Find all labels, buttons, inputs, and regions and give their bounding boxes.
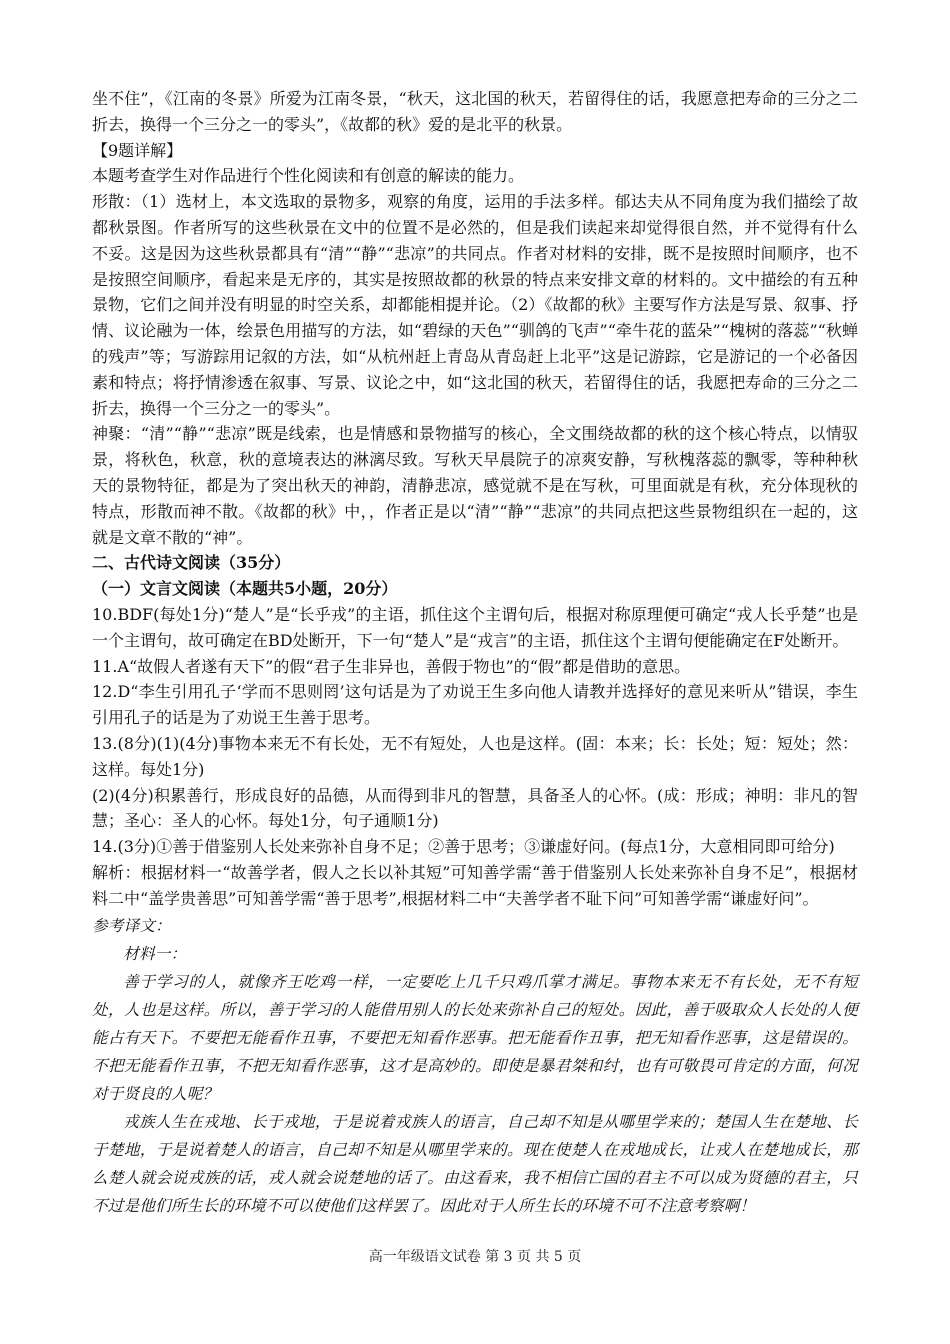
translation-paragraph-2: 戎族人生在戎地、长于戎地，于是说着戎族人的语言，自己却不知是从哪里学来的；楚国人生在楚地、长于楚地，于是说着楚人的语言，自己却不知是从哪里学来的。现在使楚人在戎地成长，让戎人在楚地成长，那么楚人就会说戎族的话，戎人就会说楚地的话了。由这看来，我不相信亡国的君主不可以成为贤德的君主，只不过是他们所生长的环境不可以使他们这样罢了。因此对于人所生长的环境不可不注意考察啊！ (92, 1112, 858, 1215)
translation-paragraph-1: 善于学习的人，就像齐王吃鸡一样，一定要吃上几千只鸡爪掌才满足。事物本来无不有长处，无不有短处，人也是这样。所以，善于学习的人能借用别人的长处来弥补自己的短处。因此，善于吸取众人长处的人便能占有天下。不要把无能看作丑事，不要把无知看作恶事。把无能看作丑事，把无知看作恶事，这是错误的。不把无能看作丑事，不把无知看作恶事，这才是高妙的。即使是暴君桀和纣，也有可敬畏可肯定的方面，何况对于贤良的人呢？ (92, 972, 858, 1103)
question-9-heading: 【9题详解】 (92, 140, 183, 160)
answer-12: 12.D“李生引用孔子‘学而不思则罔’这句话是为了劝说王生多向他人请教并选择好的意见来听从”错误，李生引用孔子的话是为了劝说王生善于思考。 (92, 682, 858, 728)
question-9-form-scattered: 形散：（1）选材上，本文选取的景物多，观察的角度，运用的手法多样。郁达夫从不同角度为我们描绘了故都秋景图。作者所写的这些秋景在文中的位置不是必然的，但是我们读起来却觉得很自然，并不觉得有什么不妥。这是因为这些秋景都具有“清”“静”“悲凉”的共同点。作者对材料的安排，既不是按照时间顺序，也不是按照空间顺序，看起来是无序的，其实是按照故都的秋景的特点来安排文章的材料的。文中描绘的有五种景物，它们之间并没有明显的时空关系，却都能相提并论。（2）《故都的秋》主要写作方法是写景、叙事、抒情、议论融为一体，绘景色用描写的方法，如“碧绿的天色”“驯鸽的飞声”“牵牛花的蓝朵”“槐树的落蕊”“秋蝉的残声”等；写游踪用记叙的方法，如“从杭州赶上青岛从青岛赶上北平”这是记游踪，它是游记的一个必备因素和特点；将抒情渗透在叙事、写景、议论之中，如“这北国的秋天，若留得住的话，我愿把寿命的三分之二折去，换得一个三分之一的零头”。 (92, 192, 858, 418)
answer-paragraph-8-tail: 坐不住”，《江南的冬景》所爱为江南冬景，“秋天，这北国的秋天，若留得住的话，我愿意把寿命的三分之二折去，换得一个三分之一的零头”，《故都的秋》爱的是北平的秋景。 (92, 89, 858, 134)
question-9-spirit-gathered: 神聚：“清”“静”“悲凉”既是线索，也是情感和景物描写的核心，全文围绕故都的秋的这个核心特点，以情驭景，将秋色，秋意，秋的意境表达的淋漓尽致。写秋天早晨院子的凉爽安静，写秋槐落蕊的飘零，等种种秋天的景物特征，都是为了突出秋天的神韵，清静悲凉，感觉就不是在写秋，可里面就是有秋，充分体现秋的特点，形散而神不散。《故都的秋》中，，作者正是以“清”“静”“悲凉”的共同点把这些景物组织在一起的，这就是文章不散的“神”。 (92, 424, 858, 547)
answer-13-part-2: (2)(4分)积累善行，形成良好的品德，从而得到非凡的智慧，具备圣人的心怀。(成：形成；神明：非凡的智慧；圣心：圣人的心怀。每处1分，句子通顺1分) (92, 785, 858, 831)
answer-14: 14.(3分)①善于借鉴别人长处来弥补自身不足；②善于思考；③谦虚好问。(每点1分，大意相同即可给分) (92, 837, 835, 857)
answer-10: 10.BDF(每处1分)“楚人”是“长乎戎”的主语，抓住这个主谓句后，根据对称原理便可确定“戎人长乎楚”也是一个主谓句，故可确定在BD处断开，下一句“楚人”是“戎言”的主语，抓住这个主谓句便能确定在F处断开。 (92, 604, 858, 650)
section-2-1-heading: （一）文言文阅读（本题共5小题，20分） (92, 579, 398, 599)
translation-heading: 参考译文： (92, 916, 171, 935)
answer-14-explanation: 解析：根据材料一“故善学者，假人之长以补其短”可知善学需“善于借鉴别人长处来弥补自身不足”，根据材料二中“盖学贵善思”可知善学需“善于思考”,根据材料二中“夫善学者不耻下问”可知善学需“谦虚好问”。 (92, 862, 858, 908)
translation-material-1-label: 材料一： (123, 944, 187, 963)
answer-11: 11.A“故假人者遂有天下”的假“君子生非异也，善假于物也”的“假”都是借助的意思。 (92, 656, 691, 676)
answer-13-part-1: 13.(8分)(1)(4分)事物本来无不有长处，无不有短处，人也是这样。(固：本来；长：长处；短：短处；然：这样。每处1分) (92, 733, 858, 779)
section-2-heading: 二、古代诗文阅读（35分） (92, 553, 291, 573)
question-9-intro: 本题考查学生对作品进行个性化阅读和有创意的解读的能力。 (92, 166, 525, 186)
page-footer: 高一年级语文试卷 第 3 页 共 5 页 (368, 1249, 582, 1265)
